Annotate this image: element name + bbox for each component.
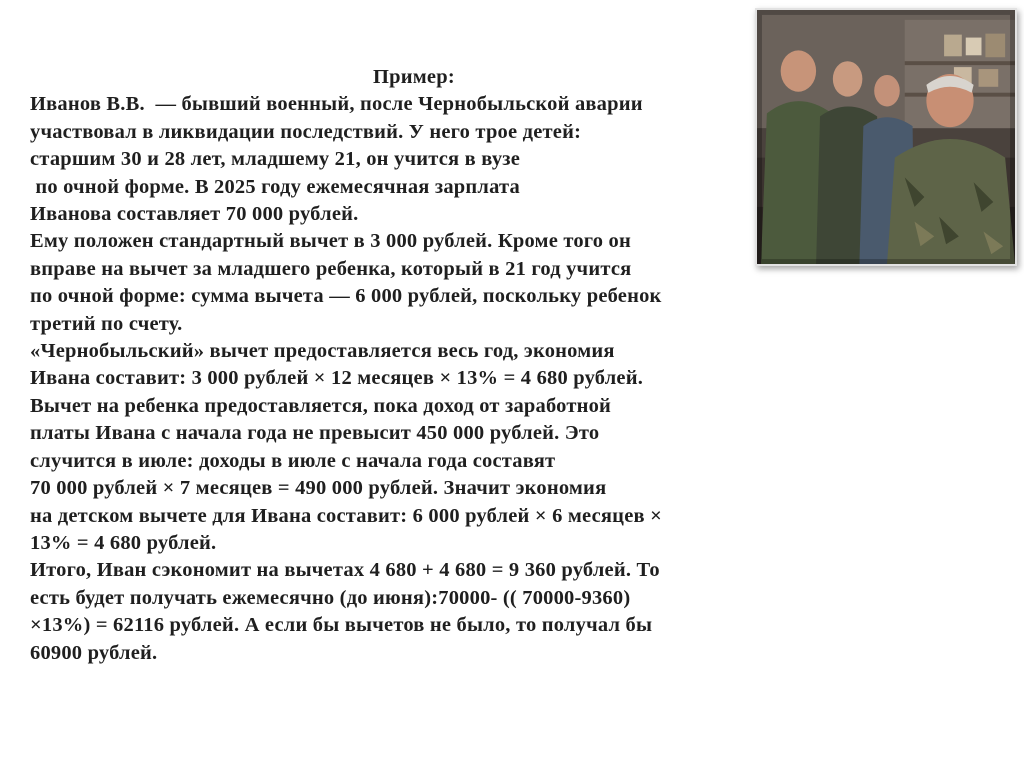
example-heading: Пример: xyxy=(373,66,455,88)
text-line: старшим 30 и 28 лет, младшему 21, он учится в вузе xyxy=(30,148,521,171)
text-line: по очной форме. В 2025 году ежемесячная зарплата xyxy=(30,175,520,198)
example-text xyxy=(30,64,830,667)
text-line: есть будет получать ежемесячно (до июня):70000- (( 70000-9360) xyxy=(30,586,631,609)
text-line: участвовал в ликвидации последствий. У него трое детей: xyxy=(30,120,582,143)
text-line: 60900 рублей. xyxy=(30,641,158,664)
text-line: третий по счету. xyxy=(30,312,183,335)
text-line: 13% = 4 680 рублей. xyxy=(30,531,217,554)
text-line: по очной форме: сумма вычета — 6 000 рублей, поскольку ребенок xyxy=(30,285,662,308)
text-line: Итого, Иван сэкономит на вычетах 4 680 + 4 680 = 9 360 рублей. То xyxy=(30,559,660,582)
text-line: Иванова составляет 70 000 рублей. xyxy=(30,203,359,226)
text-line: «Чернобыльский» вычет предоставляется весь год, экономия xyxy=(30,340,615,363)
text-line: вправе на вычет за младшего ребенка, который в 21 год учится xyxy=(30,257,632,280)
text-line: на детском вычете для Ивана составит: 6 000 рублей × 6 месяцев × xyxy=(30,504,662,527)
text-line: 70 000 рублей × 7 месяцев = 490 000 рублей. Значит экономия xyxy=(30,477,607,500)
text-line: платы Ивана с начала года не превысит 450 000 рублей. Это xyxy=(30,422,600,445)
text-line: Ивана составит: 3 000 рублей × 12 месяцев × 13% = 4 680 рублей. xyxy=(30,367,644,390)
text-line: Иванов В.В. — бывший военный, после Чернобыльской аварии xyxy=(30,93,643,116)
text-line: Ему положен стандартный вычет в 3 000 рублей. Кроме того он xyxy=(30,230,632,253)
text-line: случится в июле: доходы в июле с начала года составят xyxy=(30,449,556,472)
text-line: Вычет на ребенка предоставляется, пока доход от заработной xyxy=(30,394,612,417)
text-line: ×13%) = 62116 рублей. А если бы вычетов не было, то получал бы xyxy=(30,614,653,637)
